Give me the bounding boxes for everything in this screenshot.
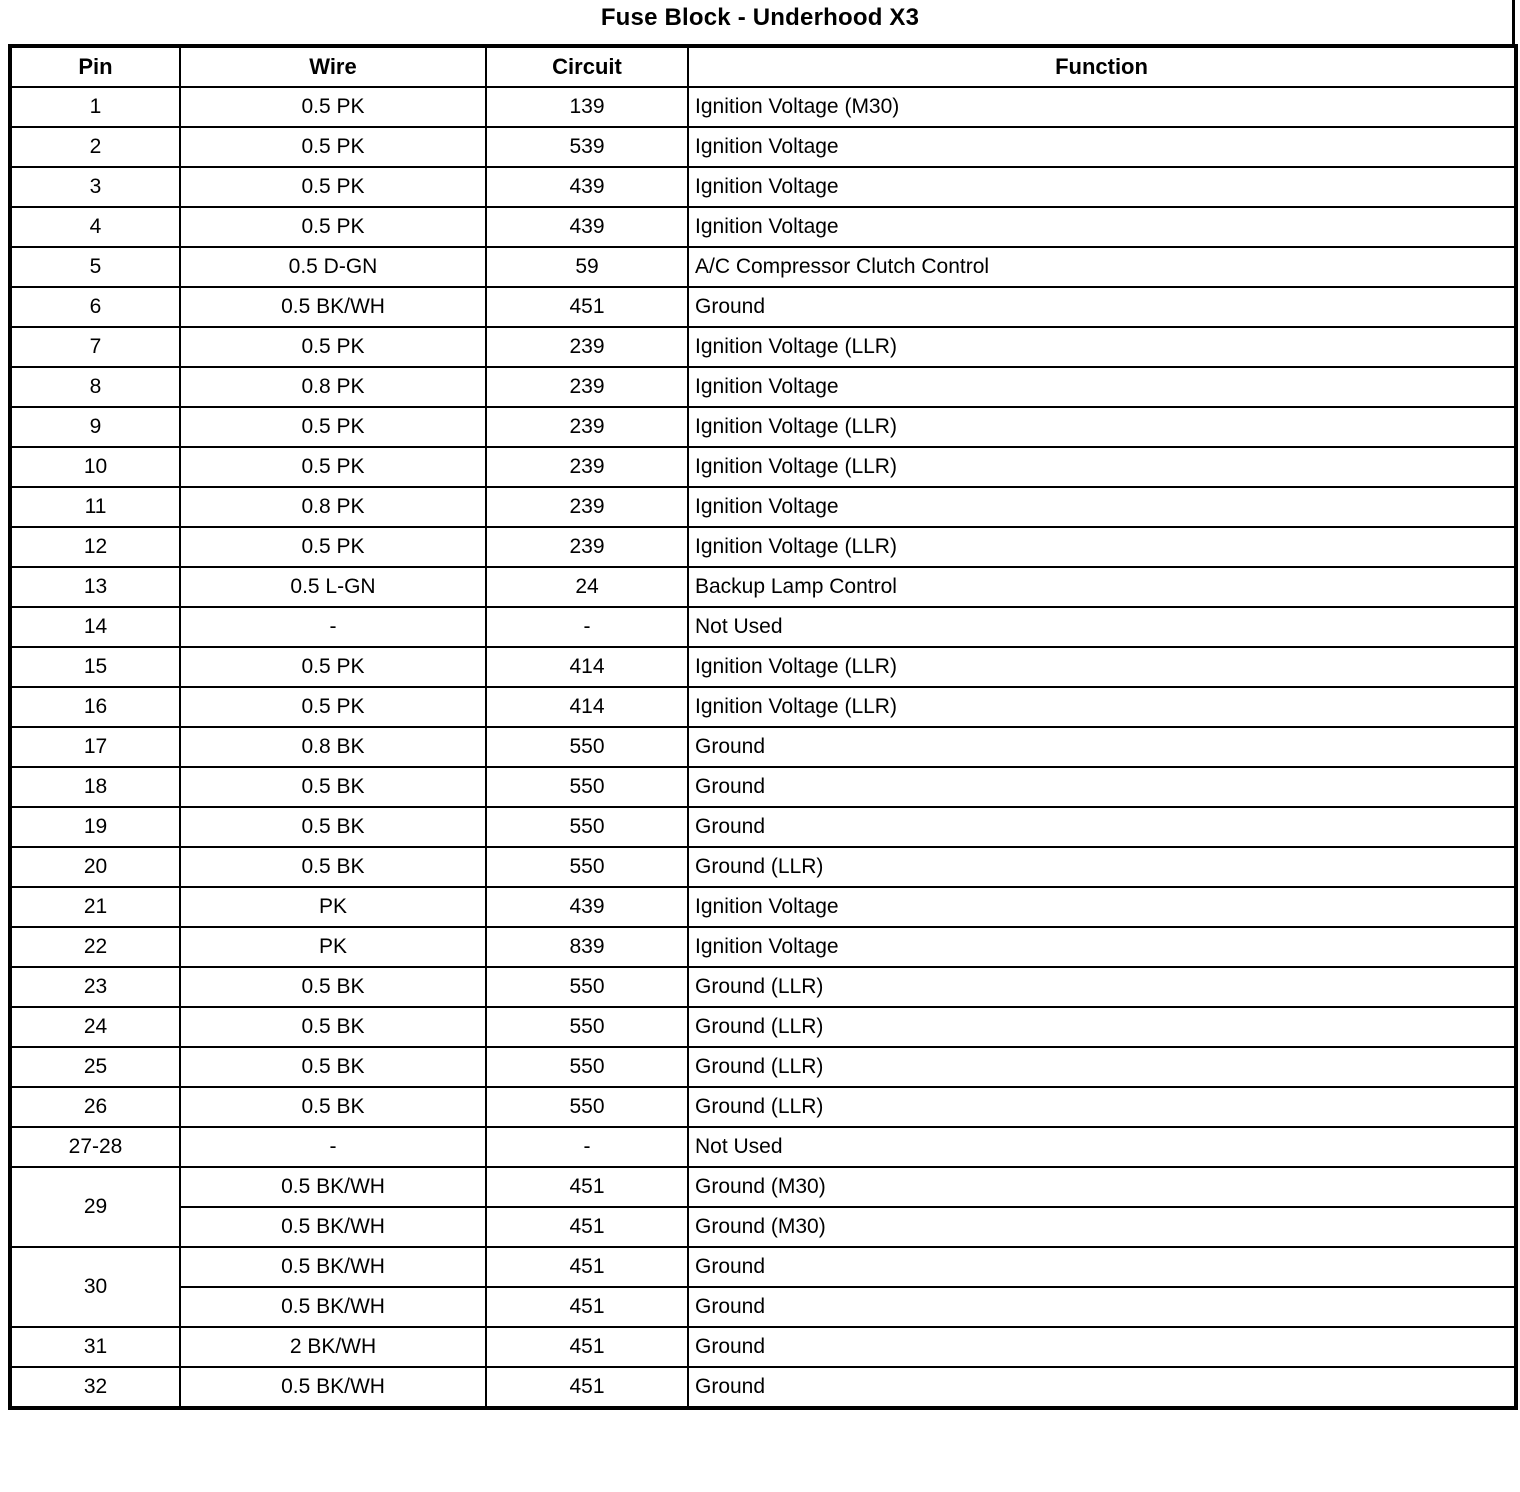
pin-cell: 8 bbox=[10, 367, 180, 407]
header-row bbox=[10, 46, 1516, 87]
table-row bbox=[10, 567, 1516, 607]
function-cell: Ignition Voltage (LLR) bbox=[688, 687, 1516, 727]
table-row bbox=[10, 1287, 1516, 1327]
col-header-wire: Wire bbox=[180, 46, 486, 87]
wire-cell: 0.5 D-GN bbox=[180, 247, 486, 287]
pin-cell: 10 bbox=[10, 447, 180, 487]
table-row bbox=[10, 607, 1516, 647]
table-row bbox=[10, 1127, 1516, 1167]
pin-cell: 24 bbox=[10, 1007, 180, 1047]
function-cell: Ground bbox=[688, 727, 1516, 767]
table-row bbox=[10, 1007, 1516, 1047]
pin-cell: 9 bbox=[10, 407, 180, 447]
table-row bbox=[10, 247, 1516, 287]
table-row bbox=[10, 527, 1516, 567]
circuit-cell: 439 bbox=[486, 207, 688, 247]
fuse-block-table bbox=[8, 44, 1518, 1410]
function-cell: Not Used bbox=[688, 607, 1516, 647]
wire-cell: 0.5 PK bbox=[180, 207, 486, 247]
pin-cell: 14 bbox=[10, 607, 180, 647]
circuit-cell: 451 bbox=[486, 1327, 688, 1367]
wire-cell: 0.5 PK bbox=[180, 647, 486, 687]
function-cell: Ignition Voltage (M30) bbox=[688, 87, 1516, 127]
pin-cell: 25 bbox=[10, 1047, 180, 1087]
pin-cell: 15 bbox=[10, 647, 180, 687]
wire-cell: 0.5 BK/WH bbox=[180, 287, 486, 327]
table-row bbox=[10, 1167, 1516, 1207]
function-cell: Ignition Voltage bbox=[688, 127, 1516, 167]
pin-cell: 29 bbox=[10, 1167, 180, 1247]
wire-cell: 0.5 PK bbox=[180, 87, 486, 127]
circuit-cell: 59 bbox=[486, 247, 688, 287]
circuit-cell: 539 bbox=[486, 127, 688, 167]
function-cell: Ground (LLR) bbox=[688, 1087, 1516, 1127]
wire-cell: 0.8 PK bbox=[180, 367, 486, 407]
circuit-cell: 239 bbox=[486, 407, 688, 447]
function-cell: Ignition Voltage bbox=[688, 367, 1516, 407]
wire-cell: 0.5 BK/WH bbox=[180, 1287, 486, 1327]
circuit-cell: 550 bbox=[486, 847, 688, 887]
wire-cell: 0.5 PK bbox=[180, 527, 486, 567]
circuit-cell: 451 bbox=[486, 1247, 688, 1287]
wire-cell: 0.5 BK bbox=[180, 967, 486, 1007]
table-row bbox=[10, 1327, 1516, 1367]
wire-cell: 2 BK/WH bbox=[180, 1327, 486, 1367]
table-row bbox=[10, 1367, 1516, 1408]
circuit-cell: 439 bbox=[486, 167, 688, 207]
circuit-cell: 139 bbox=[486, 87, 688, 127]
function-cell: Ground (M30) bbox=[688, 1207, 1516, 1247]
circuit-cell: 451 bbox=[486, 1207, 688, 1247]
wire-cell: 0.8 PK bbox=[180, 487, 486, 527]
circuit-cell: 439 bbox=[486, 887, 688, 927]
circuit-cell: 550 bbox=[486, 767, 688, 807]
circuit-cell: 451 bbox=[486, 287, 688, 327]
wire-cell: 0.5 L-GN bbox=[180, 567, 486, 607]
function-cell: Not Used bbox=[688, 1127, 1516, 1167]
wire-cell: 0.5 PK bbox=[180, 167, 486, 207]
circuit-cell: 550 bbox=[486, 1007, 688, 1047]
table-row bbox=[10, 167, 1516, 207]
circuit-cell: 239 bbox=[486, 327, 688, 367]
pin-cell: 13 bbox=[10, 567, 180, 607]
circuit-cell: 24 bbox=[486, 567, 688, 607]
wire-cell: 0.5 BK/WH bbox=[180, 1247, 486, 1287]
wire-cell: 0.5 BK bbox=[180, 1047, 486, 1087]
pin-cell: 19 bbox=[10, 807, 180, 847]
pin-cell: 3 bbox=[10, 167, 180, 207]
function-cell: Ground (LLR) bbox=[688, 847, 1516, 887]
wire-cell: PK bbox=[180, 887, 486, 927]
circuit-cell: 239 bbox=[486, 487, 688, 527]
table-row bbox=[10, 927, 1516, 967]
table-row bbox=[10, 447, 1516, 487]
function-cell: A/C Compressor Clutch Control bbox=[688, 247, 1516, 287]
circuit-cell: 550 bbox=[486, 967, 688, 1007]
pin-cell: 20 bbox=[10, 847, 180, 887]
pin-cell: 23 bbox=[10, 967, 180, 1007]
circuit-cell: 239 bbox=[486, 367, 688, 407]
wire-cell: 0.5 BK bbox=[180, 847, 486, 887]
table-row bbox=[10, 767, 1516, 807]
function-cell: Ignition Voltage bbox=[688, 167, 1516, 207]
function-cell: Ignition Voltage (LLR) bbox=[688, 527, 1516, 567]
pin-cell: 27-28 bbox=[10, 1127, 180, 1167]
page-border-fragment bbox=[1512, 0, 1515, 48]
function-cell: Ground (LLR) bbox=[688, 1047, 1516, 1087]
circuit-cell: 451 bbox=[486, 1167, 688, 1207]
circuit-cell: 239 bbox=[486, 527, 688, 567]
pin-cell: 11 bbox=[10, 487, 180, 527]
wire-cell: 0.5 BK bbox=[180, 767, 486, 807]
pin-cell: 7 bbox=[10, 327, 180, 367]
function-cell: Ground (LLR) bbox=[688, 1007, 1516, 1047]
table-row bbox=[10, 807, 1516, 847]
wire-cell: 0.5 BK/WH bbox=[180, 1367, 486, 1408]
pin-cell: 17 bbox=[10, 727, 180, 767]
pin-cell: 21 bbox=[10, 887, 180, 927]
title-row bbox=[0, 0, 1520, 44]
table-row bbox=[10, 687, 1516, 727]
pin-cell: 22 bbox=[10, 927, 180, 967]
wire-cell: - bbox=[180, 1127, 486, 1167]
pin-cell: 5 bbox=[10, 247, 180, 287]
page-title: Fuse Block - Underhood X3 bbox=[600, 4, 920, 31]
pin-cell: 6 bbox=[10, 287, 180, 327]
circuit-cell: 550 bbox=[486, 1047, 688, 1087]
function-cell: Ground (LLR) bbox=[688, 967, 1516, 1007]
table-row bbox=[10, 727, 1516, 767]
circuit-cell: 414 bbox=[486, 647, 688, 687]
table-row bbox=[10, 287, 1516, 327]
function-cell: Ground bbox=[688, 1327, 1516, 1367]
wire-cell: 0.5 BK bbox=[180, 1007, 486, 1047]
pin-cell: 18 bbox=[10, 767, 180, 807]
table-row bbox=[10, 87, 1516, 127]
circuit-cell: 239 bbox=[486, 447, 688, 487]
pin-cell: 1 bbox=[10, 87, 180, 127]
wire-cell: 0.5 BK bbox=[180, 807, 486, 847]
wire-cell: 0.5 BK bbox=[180, 1087, 486, 1127]
table-row bbox=[10, 1207, 1516, 1247]
function-cell: Ground bbox=[688, 1367, 1516, 1408]
function-cell: Ignition Voltage (LLR) bbox=[688, 407, 1516, 447]
wire-cell: 0.5 PK bbox=[180, 327, 486, 367]
circuit-cell: 451 bbox=[486, 1367, 688, 1408]
pin-cell: 26 bbox=[10, 1087, 180, 1127]
pin-cell: 4 bbox=[10, 207, 180, 247]
table-row bbox=[10, 1087, 1516, 1127]
table-row bbox=[10, 1047, 1516, 1087]
col-header-circuit: Circuit bbox=[486, 46, 688, 87]
function-cell: Ground bbox=[688, 767, 1516, 807]
pin-cell: 31 bbox=[10, 1327, 180, 1367]
function-cell: Backup Lamp Control bbox=[688, 567, 1516, 607]
circuit-cell: 550 bbox=[486, 807, 688, 847]
col-header-pin: Pin bbox=[10, 46, 180, 87]
circuit-cell: - bbox=[486, 607, 688, 647]
col-header-function: Function bbox=[688, 46, 1516, 87]
table-row bbox=[10, 487, 1516, 527]
function-cell: Ground bbox=[688, 807, 1516, 847]
circuit-cell: 550 bbox=[486, 1087, 688, 1127]
circuit-cell: 839 bbox=[486, 927, 688, 967]
wire-cell: - bbox=[180, 607, 486, 647]
pin-cell: 12 bbox=[10, 527, 180, 567]
table-body bbox=[10, 87, 1516, 1408]
function-cell: Ground (M30) bbox=[688, 1167, 1516, 1207]
table-row bbox=[10, 887, 1516, 927]
function-cell: Ignition Voltage (LLR) bbox=[688, 327, 1516, 367]
pin-cell: 32 bbox=[10, 1367, 180, 1408]
function-cell: Ground bbox=[688, 1247, 1516, 1287]
table-row bbox=[10, 647, 1516, 687]
function-cell: Ground bbox=[688, 1287, 1516, 1327]
function-cell: Ignition Voltage (LLR) bbox=[688, 647, 1516, 687]
pin-cell: 2 bbox=[10, 127, 180, 167]
function-cell: Ignition Voltage (LLR) bbox=[688, 447, 1516, 487]
wire-cell: PK bbox=[180, 927, 486, 967]
table-row bbox=[10, 847, 1516, 887]
function-cell: Ignition Voltage bbox=[688, 487, 1516, 527]
circuit-cell: 451 bbox=[486, 1287, 688, 1327]
table-row bbox=[10, 407, 1516, 447]
circuit-cell: 414 bbox=[486, 687, 688, 727]
circuit-cell: 550 bbox=[486, 727, 688, 767]
function-cell: Ignition Voltage bbox=[688, 887, 1516, 927]
table-row bbox=[10, 1247, 1516, 1287]
wire-cell: 0.5 BK/WH bbox=[180, 1207, 486, 1247]
table-header bbox=[10, 46, 1516, 87]
table-row bbox=[10, 207, 1516, 247]
wire-cell: 0.5 PK bbox=[180, 447, 486, 487]
wire-cell: 0.5 PK bbox=[180, 407, 486, 447]
function-cell: Ignition Voltage bbox=[688, 207, 1516, 247]
wire-cell: 0.5 PK bbox=[180, 127, 486, 167]
circuit-cell: - bbox=[486, 1127, 688, 1167]
function-cell: Ignition Voltage bbox=[688, 927, 1516, 967]
wire-cell: 0.5 PK bbox=[180, 687, 486, 727]
pin-cell: 30 bbox=[10, 1247, 180, 1327]
table-row bbox=[10, 327, 1516, 367]
table-row bbox=[10, 367, 1516, 407]
wire-cell: 0.5 BK/WH bbox=[180, 1167, 486, 1207]
pin-cell: 16 bbox=[10, 687, 180, 727]
wire-cell: 0.8 BK bbox=[180, 727, 486, 767]
function-cell: Ground bbox=[688, 287, 1516, 327]
table-row bbox=[10, 967, 1516, 1007]
table-row bbox=[10, 127, 1516, 167]
